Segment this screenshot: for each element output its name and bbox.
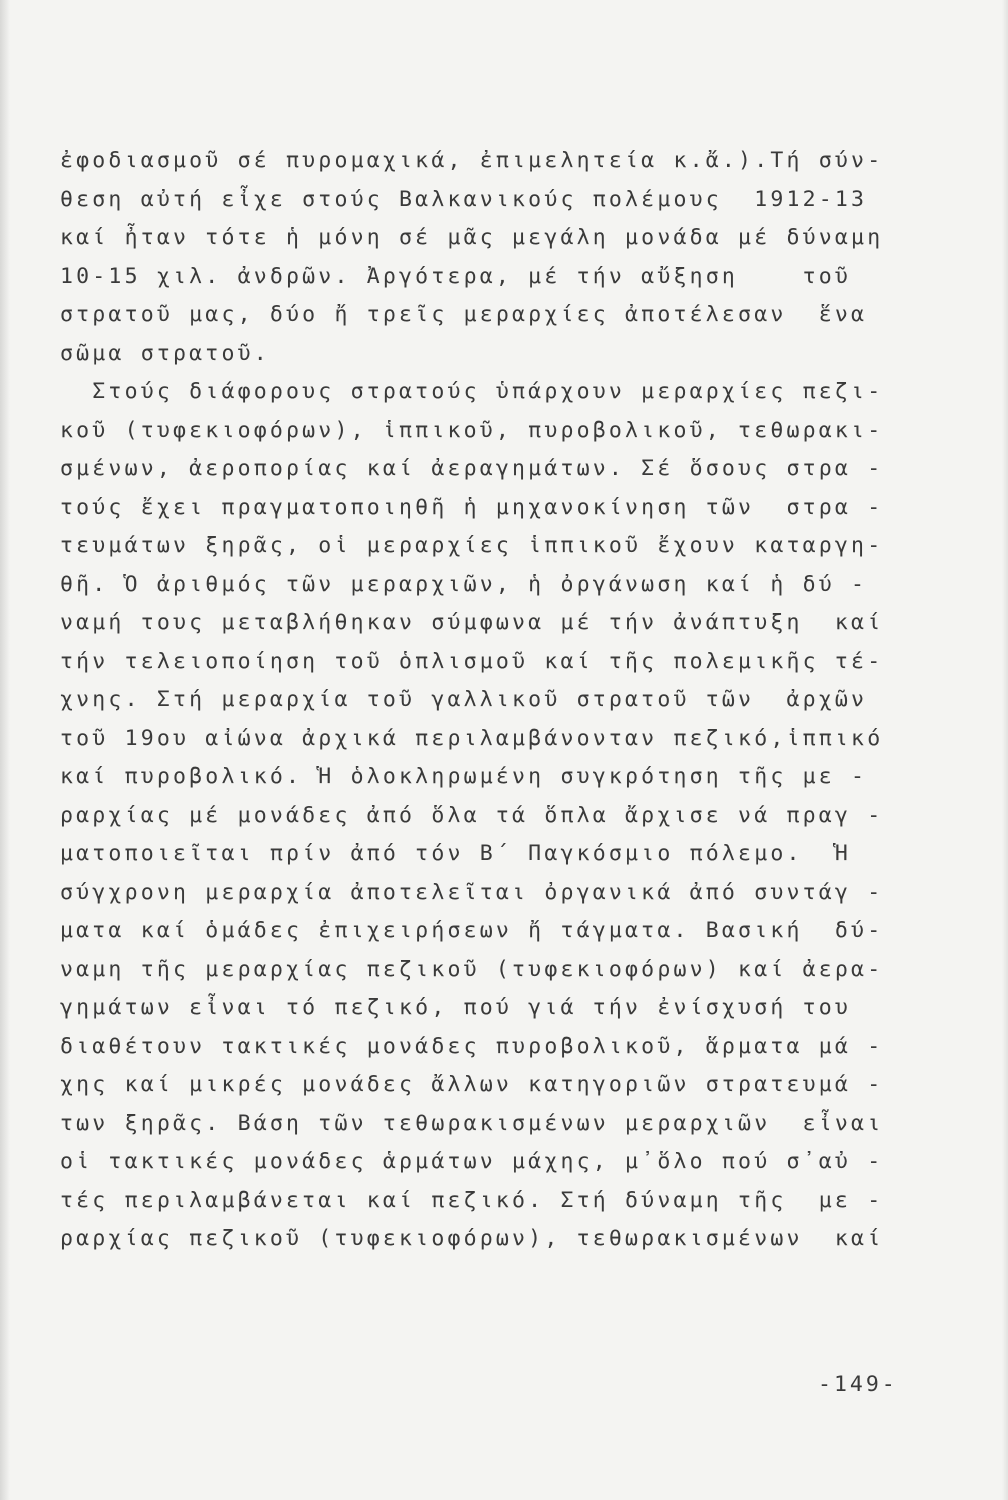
text-line: ραρχίας μέ μονάδες ἀπό ὅλα τά ὅπλα ἄρχισε νά πραγ -: [60, 802, 884, 828]
page-left-edge: [0, 0, 10, 1500]
text-line: κοῦ (τυφεκιοφόρων), ἱππικοῦ, πυροβολικοῦ, τεθωρακι-: [60, 417, 884, 443]
page-number: -149-: [818, 1372, 898, 1397]
text-line: τούς ἔχει πραγματοποιηθῆ ἡ μηχανοκίνηση τῶν στρα -: [60, 494, 884, 520]
text-line: ραρχίας πεζικοῦ (τυφεκιοφόρων), τεθωρακισμένων καί: [60, 1226, 884, 1251]
text-line: γημάτων εἶναι τό πεζικό, πού γιά τήν ἐνίσχυσή του: [60, 995, 852, 1020]
text-line: θεση αὐτή εἶχε στούς Βαλκανικούς πολέμους 1912-13: [60, 186, 868, 212]
text-line: τές περιλαμβάνεται καί πεζικό. Στή δύναμη τῆς με -: [60, 1187, 884, 1213]
text-line: των ξηρᾶς. Βάση τῶν τεθωρακισμένων μεραρχιῶν εἶναι: [60, 1110, 884, 1136]
text-line: καί ἦταν τότε ἡ μόνη σέ μᾶς μεγάλη μονάδα μέ δύναμη: [60, 225, 884, 250]
text-line: στρατοῦ μας, δύο ἤ τρεῖς μεραρχίες ἀποτέλεσαν ἕνα: [60, 302, 868, 327]
text-line: ματα καί ὁμάδες ἐπιχειρήσεων ἤ τάγματα. Βασική δύ-: [60, 918, 884, 943]
body-text: [60, 142, 940, 1259]
text-line: σύγχρονη μεραρχία ἀποτελεῖται ὀργανικά ἀπό συντάγ -: [60, 879, 884, 905]
text-line: ἐφοδιασμοῦ σέ πυρομαχικά, ἐπιμελητεία κ.ἄ.).Τή σύν-: [60, 148, 884, 173]
text-line: 10-15 χιλ. ἀνδρῶν. Ἀργότερα, μέ τήν αὔξηση τοῦ: [60, 263, 852, 289]
text-line: καί πυροβολικό. Ἡ ὁλοκληρωμένη συγκρότηση τῆς με -: [60, 764, 868, 789]
text-line: χνης. Στή μεραρχία τοῦ γαλλικοῦ στρατοῦ τῶν ἀρχῶν: [60, 687, 868, 712]
text-line: σμένων, ἀεροπορίας καί ἀεραγημάτων. Σέ ὅσους στρα -: [60, 456, 884, 481]
text-line: ναμη τῆς μεραρχίας πεζικοῦ (τυφεκιοφόρων) καί ἀερα-: [60, 956, 884, 982]
text-line: οἱ τακτικές μονάδες ἁρμάτων μάχης, μ᾿ὅλο πού σ᾿αὐ -: [60, 1149, 884, 1174]
text-line: χης καί μικρές μονάδες ἄλλων κατηγοριῶν στρατευμά -: [60, 1072, 884, 1097]
text-line: θῆ. Ὁ ἀριθμός τῶν μεραρχιῶν, ἡ ὀργάνωση καί ἡ δύ -: [60, 571, 868, 597]
text-line: διαθέτουν τακτικές μονάδες πυροβολικοῦ, ἅρματα μά -: [60, 1033, 884, 1059]
text-line: τευμάτων ξηρᾶς, οἱ μεραρχίες ἱππικοῦ ἔχουν καταργη-: [60, 533, 884, 558]
text-line: τοῦ 19ου αἰώνα ἀρχικά περιλαμβάνονταν πεζικό,ἱππικό: [60, 725, 884, 751]
text-line: σῶμα στρατοῦ.: [60, 340, 270, 366]
text-line: ματοποιεῖται πρίν ἀπό τόν Β΄ Παγκόσμιο πόλεμο. Ἡ: [60, 841, 852, 866]
page-right-edge: [1002, 0, 1008, 1500]
text-line: Στούς διάφορους στρατούς ὑπάρχουν μεραρχίες πεζι-: [60, 379, 884, 404]
text-line: ναμή τους μεταβλήθηκαν σύμφωνα μέ τήν ἀνάπτυξη καί: [60, 610, 884, 635]
text-line: τήν τελειοποίηση τοῦ ὁπλισμοῦ καί τῆς πολεμικῆς τέ-: [60, 648, 884, 674]
